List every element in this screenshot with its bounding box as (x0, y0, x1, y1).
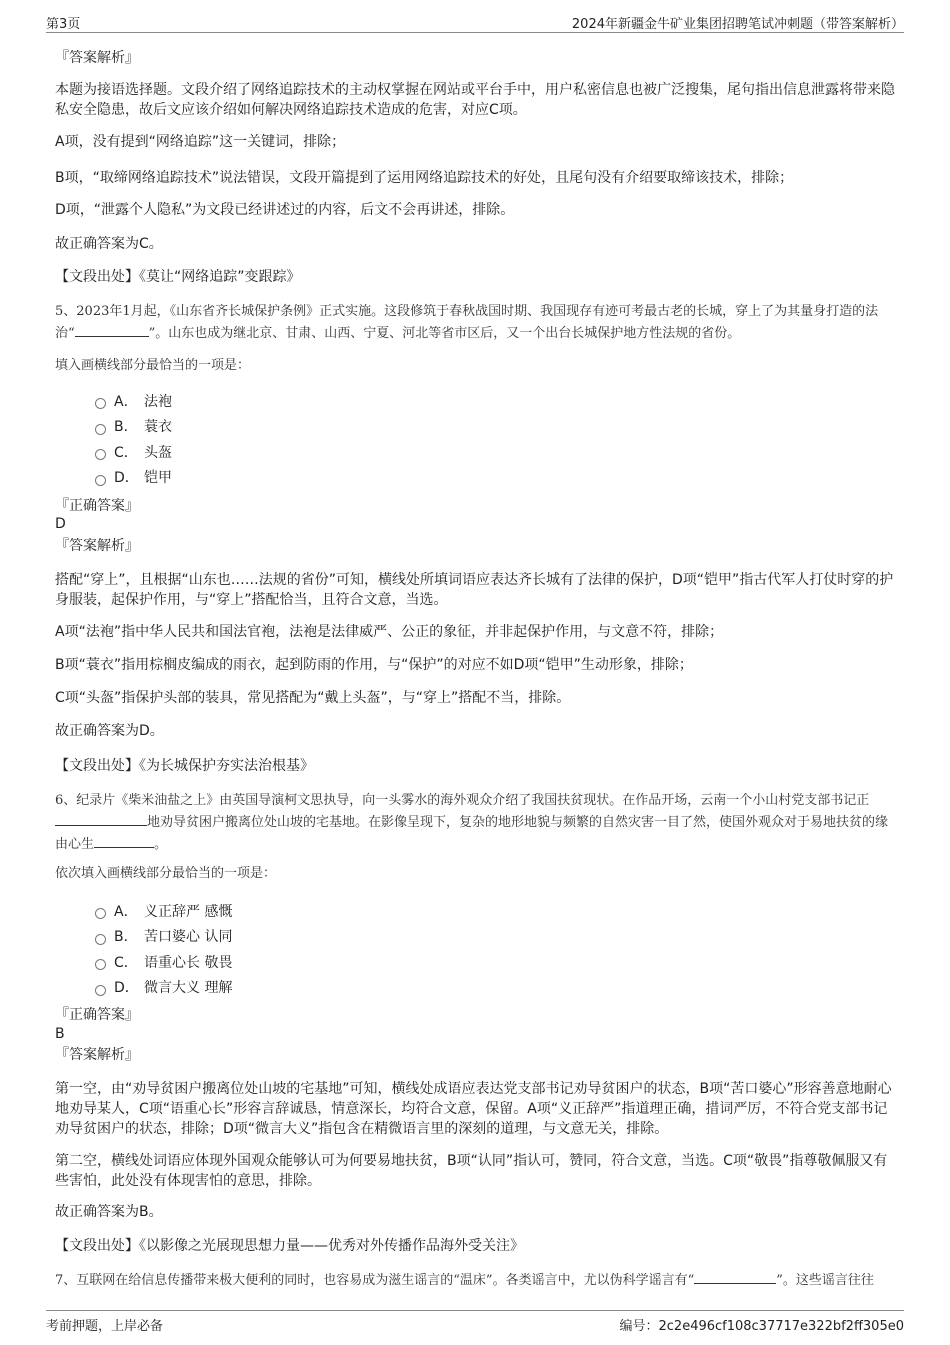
option-letter: A． (114, 393, 138, 410)
q6-options (95, 898, 495, 1000)
q5-answer-label: 『正确答案』 (55, 498, 139, 514)
radio-icon[interactable] (95, 475, 106, 486)
q5-correct-answer: D (55, 516, 66, 532)
q6-stem (55, 791, 895, 855)
q4-analysis-p4: D项，“泄露个人隐私”为文段已经讲述过的内容，后文不会再讲述，排除。 (55, 202, 515, 218)
q4-analysis-p2: A项，没有提到“网络追踪”这一关键词，排除； (55, 134, 346, 150)
q5-analysis-p1: 搭配“穿上”，且根据“山东也……法规的省份”可知，横线处所填词语应表达齐长城有了法律的保护，D项“铠甲”指古代军人打仗时穿的护身服装，起保护作用，与“穿上”搭配恰当，且符合文意，当选。 (55, 572, 894, 608)
footer-code-label: 编号： (619, 1319, 659, 1334)
q5-option-d[interactable] (95, 465, 495, 491)
q6-stem-part-b: 地劝导贫困户搬离位处山坡的宅基地。在影像呈现下，复杂的地形地貌与频繁的自然灾害一目了然，使国外观众对于易地扶贫的缘由心生 (55, 815, 889, 852)
radio-icon[interactable] (95, 985, 106, 996)
radio-icon[interactable] (95, 908, 106, 919)
option-letter: C． (114, 444, 138, 461)
option-text: 法袍 (144, 393, 172, 410)
q5-source: 【文段出处】《为长城保护夯实法治根基》 (55, 758, 314, 774)
q6-option-a[interactable] (95, 898, 495, 924)
q7-stem (55, 1269, 895, 1291)
q5-option-b[interactable] (95, 414, 495, 440)
q6-option-c[interactable] (95, 949, 495, 975)
page-footer (46, 1310, 904, 1335)
q5-stem (55, 302, 895, 344)
q5-option-a[interactable] (95, 388, 495, 414)
q5-analysis-p4: C项“头盔”指保护头部的装具，常见搭配为“戴上头盔”，与“穿上”搭配不当，排除。 (55, 690, 571, 706)
q6-option-b[interactable] (95, 924, 495, 950)
document-title: 2024年新疆金牛矿业集团招聘笔试冲刺题（带答案解析） (571, 17, 904, 32)
q4-source: 【文段出处】《莫让“网络追踪”变跟踪》 (55, 269, 301, 285)
radio-icon[interactable] (95, 398, 106, 409)
option-letter: D． (114, 980, 139, 997)
option-text: 微言大义 理解 (144, 980, 233, 997)
q5-blank (75, 322, 149, 337)
radio-icon[interactable] (95, 959, 106, 970)
q6-correct-answer: B (55, 1026, 65, 1042)
q4-answer-text: 故正确答案为C。 (55, 236, 163, 252)
option-text: 头盔 (144, 444, 172, 461)
q4-analysis-p1: 本题为接语选择题。文段介绍了网络追踪技术的主动权掌握在网站或平台手中，用户私密信息也被广泛搜集，尾句指出信息泄露将带来隐私安全隐患，故后文应该介绍如何解决网络追踪技术造成的危害，对应C项。 (55, 82, 895, 118)
q5-answer-text: 故正确答案为D。 (55, 723, 164, 739)
q6-stem-part-a: 6、纪录片《柴米油盐之上》由英国导演柯文思执导，向一头雾水的海外观众介绍了我国扶贫现状。在作品开场，云南一个小山村党支部书记正 (55, 793, 870, 808)
q6-option-d[interactable] (95, 975, 495, 1001)
q5-prompt: 填入画横线部分最恰当的一项是： (55, 358, 251, 373)
q5-stem-part-a: 5、2023年1月起，《山东省齐长城保护条例》正式实施。这段修筑于春秋战国时期、我国现存有迹可考最古老的长城，穿上了为其量身打造的法治“ (55, 304, 879, 341)
q6-stem-part-c: 。 (154, 837, 168, 852)
q6-answer-text: 故正确答案为B。 (55, 1204, 163, 1220)
option-text: 义正辞严 感慨 (144, 903, 233, 920)
option-text: 蓑衣 (144, 419, 172, 436)
q7-stem-part-b: ”。这些谣言往往 (776, 1273, 874, 1288)
q6-analysis-p1: 第一空，由“劝导贫困户搬离位处山坡的宅基地”可知，横线处成语应表达党支部书记劝导贫困户的状态，B项“苦口婆心”形容善意地耐心地劝导某人，C项“语重心长”形容言辞诚恳，情意深长，均符合文意，保留。A项“义正辞严”指道理正确，措词严厉，不符合党支部书记劝导贫困户的状态，排除；D项“微言大义”指包含在精微语言里的深刻的道理，与文意无关，排除。 (55, 1081, 892, 1137)
q6-answer-label: 『正确答案』 (55, 1007, 139, 1023)
q6-prompt: 依次填入画横线部分最恰当的一项是： (55, 866, 277, 881)
q6-source: 【文段出处】《以影像之光展现思想力量——优秀对外传播作品海外受关注》 (55, 1238, 524, 1254)
q5-stem-part-b: ”。山东也成为继北京、甘肃、山西、宁夏、河北等省市区后，又一个出台长城保护地方性法规的省份。 (148, 326, 741, 341)
footer-slogan: 考前押题，上岸必备 (46, 1319, 164, 1334)
radio-icon[interactable] (95, 449, 106, 460)
q5-analysis-p3: B项“蓑衣”指用棕榈皮编成的雨衣，起到防雨的作用，与“保护”的对应不如D项“铠甲”生动形象，排除； (55, 657, 693, 673)
radio-icon[interactable] (95, 934, 106, 945)
q6-analysis-label: 『答案解析』 (55, 1047, 139, 1063)
q5-analysis-p2: A项“法袍”指中华人民共和国法官袍，法袍是法律威严、公正的象征，并非起保护作用，与文意不符，排除； (55, 624, 724, 640)
q6-blank-2 (94, 833, 154, 848)
page-number: 第3页 (46, 17, 81, 32)
q6-blank-1 (55, 811, 147, 826)
q5-option-c[interactable] (95, 439, 495, 465)
option-letter: B． (114, 419, 138, 436)
q4-analysis-p3: B项，“取缔网络追踪技术”说法错误，文段开篇提到了运用网络追踪技术的好处，且尾句没有介绍要取缔该技术，排除； (55, 170, 794, 186)
option-text: 语重心长 敬畏 (144, 954, 233, 971)
radio-icon[interactable] (95, 424, 106, 435)
q5-options (95, 388, 495, 490)
footer-code (619, 1315, 904, 1334)
q7-blank (694, 1269, 776, 1284)
footer-code-value: 2c2e496cf108c37717e322bf2ff305e0 (658, 1319, 904, 1334)
option-text: 苦口婆心 认同 (144, 929, 233, 946)
option-letter: D． (114, 470, 139, 487)
q5-analysis-label: 『答案解析』 (55, 538, 139, 554)
q4-analysis-label: 『答案解析』 (55, 50, 139, 66)
q6-analysis-p2: 第二空，横线处词语应体现外国观众能够认可为何要易地扶贫，B项“认同”指认可，赞同，符合文意，当选。C项“敬畏”指尊敬佩服又有些害怕，此处没有体现害怕的意思，排除。 (55, 1153, 888, 1189)
option-letter: B． (114, 929, 138, 946)
option-text: 铠甲 (144, 470, 172, 487)
option-letter: A． (114, 903, 138, 920)
option-letter: C． (114, 954, 138, 971)
page-header (46, 10, 904, 33)
q7-stem-part-a: 7、互联网在给信息传播带来极大便利的同时，也容易成为滋生谣言的“温床”。各类谣言中，尤以伪科学谣言有“ (55, 1273, 695, 1288)
